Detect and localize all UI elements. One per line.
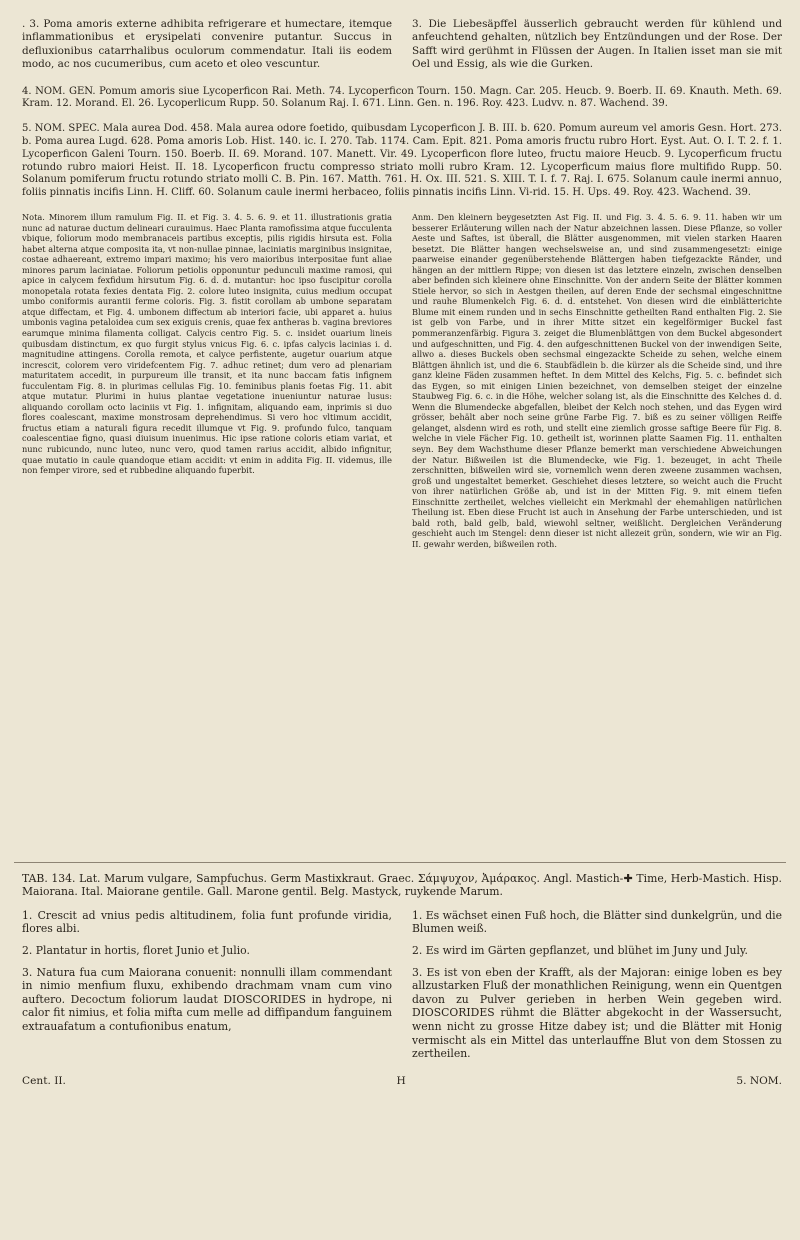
section-4-nom-gen: 4. NOM. GEN. Pomum amoris siue Lycoperficon Rai. Meth. 74. Lycoperficon Tourn. 150. Magn. Car. 205. Heucb. 9. Boerb. II. 69. Knauth. Meth. 69. Kram. 12. Morand. El. 26. Lycoperlicum Rupp. 50. Solanum Raj. I. 671. Linn. Gen. n. 196. Roy. 423. Ludvv. n. 87. Wachend. 39. [22,85,782,110]
section-5-nom-spec: 5. NOM. SPEC. Mala aurea Dod. 458. Mala aurea odore foetido, quibusdam Lycoperficon J. B. III. b. 620. Pomum aureum vel amoris Gesn. Hort. 273. b. Poma aurea Lugd. 628. Poma amoris Lob. Hist. 140. ic. I. 270. Tab. 1174. Cam. Epit. 821. Poma amoris fructu rubro Hort. Eyst. Aut. O. I. T. 2. f. 1. Lycoperficon Galeni Tourn. 150. Boerb. II. 69. Morand. 107. Manett. Vir. 49. Lycoperficon flore luteo, fructu maiore Heucb. 9. Lycoperficum fructu rotundo rubro maiori Heist. II. 18. Lycoperficon fructu compresso striato molli rubro Kram. 12. Lycoperficum maius flore multifido Rupp. 50. Solanum pomiferum fructu rotundo striato molli C. B. Pin. 167. Matth. 761. H. Ox. III. 521. S. XIII. T. I. f. 7. Raj. I. 675. Solanum caule inermi annuo, foliis pinnatis incifis Linn. H. Cliff. 60. Solanum caule inermi herbaceo, foliis pinnatis incifis Linn. Vi-rid. 15. H. Ups. 49. Roy. 423. Wachend. 39. [22,123,782,199]
notes-german: Anm. Den kleinern beygesetzten Ast Fig. II. und Fig. 3. 4. 5. 6. 9. 11. haben wir um besserer Erläuterung willen nach der Natur abzeichnen lassen. Diese Pflanze, so voller Aeste und Saftes, ist überall, die Blätter ausgenommen, mit vielen starken Haaren besetzt. Die Blätter hangen wechselsweise an, und sind zusammengesetzt: einige paarweise einander gegenüberstehende Blättergen haben tiefgezackte Ränder, und hängen an der mittlern Rippe; von diesen ist das letztere einzeln, zwischen denselben aber befinden sich kleinere ohne Einschnitte. Von der andern Seite der Blätter kommen Stiele hervor, so sich in Aestgen theilen, auf deren Ende der sechsmal eingeschnittne und rauhe Blumenkelch Fig. 6. d. d. entstehet. Von diesen wird die einblätterichte Blume mit einem runden und in sechs Einschnitte getheilten Rand enthalten Fig. 2. Sie ist gelb von Farbe, und in ihrer Mitte sitzet ein kegelförmiger Buckel fast pommeranzenfärbig. Figura 3. zeiget die Blumenblättgen von dem Buckel abgesondert und aufgeschnitten, und Fig. 4. den aufgeschnittenen Buckel von der inwendigen Seite, allwo a. dieses Buckels oben sechsmal eingezackte Scheide zu sehen, welche einem Blättgen ähnlich ist, und die 6. Staubfädlein b. die kürzer als die Scheide sind, und ihre ganz kleine Fäden zusammen heftet. In dem Mittel des Kelchs, Fig. 5. c. befindet sich das Eygen, so mit einigen Linien bezeichnet, von demselben steiget der einzelne Staubweg Fig. 6. c. in die Höhe, welcher solang ist, als die Einschnitte des Kelches d. d. Wenn die Blumendecke abgefallen, bleibet der Kelch noch stehen, und das Eygen wird grösser, behält aber noch seine grüne Farbe Fig. 7. biß es zu seiner völligen Reiffe gelanget, alsdenn wird es roth, und stellt eine ziemlich grosse saftige Beere für Fig. 8. welche in viele Fächer Fig. 10. getheilt ist, worinnen platte Saamen Fig. 11. enthalten seyn. Bey dem Wachsthume dieser Pflanze bemerkt man verschiedene Abweichungen der Natur. Bißweilen ist die Blumendecke, wie Fig. 1. bezeuget, in acht Theile zerschnitten, bißweilen wird sie, vornemlich wenn deren zweene zusammen wachsen, groß und ungestaltet bemerket. Geschiehet dieses letztere, so weicht auch die Frucht von ihrer natürlichen Größe ab, und ist in der Mitten Fig. 9. mit einem tiefen Einschnitte zertheilet, welches vielleicht ein Merkmahl der ehemahligen natürlichen Theilung ist. Eben diese Frucht ist auch in Ansehung der Farbe unterschieden, und ist bald roth, bald gelb, bald, wiewohl seltner, weißlicht. Dergleichen Veränderung geschieht auch im Stengel: denn dieser ist nicht allezeit grün, sondern, wie wir an Fig. II. gewahr werden, bißweilen roth. [412,212,782,549]
german-item-2: 2. Es wird im Gärten gepflanzet, und blühet im Juny und July. [412,944,748,957]
signature-mark: H [396,1074,406,1087]
tab-134-items [22,909,782,1069]
book-page [22,18,782,550]
page-footer [22,1075,782,1087]
latin-item-1: 1. Crescit ad vnius pedis altitudinem, folia funt profunde viridia, flores albi. [22,908,392,936]
tab-134 [22,872,782,1087]
notes [22,212,782,550]
section-3 [22,18,782,72]
notes-latin: Nota. Minorem illum ramulum Fig. II. et Fig. 3. 4. 5. 6. 9. et 11. illustrationis gratia nunc ad naturae ductum delineari curauimus. Haec Planta ramofissima atque fucculenta vbique, foliorum modo membranaceis partibus exceptis, pilis rigidis hirsuta est. Folia habet alterna atque composita ita, vt non-nullae pinnae, laciniatis marginibus insignitae, costae adhaereant, extremo impari maximo; his vero maioribus interpositae funt aliae minores parum laciniatae. Foliorum petiolis opponuntur pedunculi maxime ramosi, qui apice in calycem fexfidum hirsutum Fig. 6. d. d. mutantur: hoc ipso fuscipitur corolla monopetala rotata fexies dentata Fig. 2. colore luteo insignita, cuius medium occupat umbo coniformis aurantii ferme coloris. Fig. 3. fistit corollam ab umbone separatam atque diffectam, et Fig. 4. umbonem diffectum ab interiori facie, ubi apparet a. huius umbonis vagina petaloidea cum sex exiguis crenis, quae fex antheras b. vagina breviores earumque minima filamenta colligat. Calycis centro Fig. 5. c. insidet ouarium lineis quibusdam distinctum, ex quo furgit stylus vnicus Fig. 6. c. ipfas calycis lacinias i. d. magnitudine attingens. Corolla remota, et calyce perfistente, augetur ouarium atque increscit, colorem vero viridefcentem Fig. 7. adhuc retinet; dum vero ad plenariam maturitatem accedit, in purpureum ille transit, et ita nunc baccam fatis infignem fucculentam Fig. 8. in plurimas cellulas Fig. 10. feminibus planis foetas Fig. 11. abit atque mutatur. Plurimi in huius plantae vegetatione inueniuntur naturae lusus: aliquando corollam octo laciniis vt Fig. 1. infignitam, aliquando eam, inprimis si duo flores coalescant, maxime monstrosam deprehendimus. Si vero hoc vltimum accidit, fructus etiam a naturali figura recedit illumque vt Fig. 9. profundo fulco, tanquam coalescentiae figno, quasi diuisum inuenimus. Hic ipse ratione coloris etiam variat, et nunc rubicundo, nunc luteo, nunc vero, quod tamen rarius accidit, albido infignitur, quae mutatio in caule quandoque etiam accidit: vt enim in addita Fig. II. videmus, ille non femper virore, sed et rubbedine aliquando fuperbit. [22,212,392,476]
latin-item-3: 3. Natura fua cum Maiorana conuenit: nonnulli illam commendant in nimio menfium fluxu, exhibendo drachmam vnam cum vino auftero. Decoctum foliorum laudat DIOSCORIDES in hydrope, ni calor fit nimius, et folia mifta cum melle ad diffipandum fanguinem extrauafatum a contufionibus enatum, [22,965,392,1033]
section-3-german: 3. Die Liebesäpffel äusserlich gebraucht werden für kühlend und anfeuchtend gehalten, nützlich bey Entzündungen und der Rose. Der Safft wird gerühmt in Flüssen der Augen. In Italien isset man sie mit Oel und Essig, als wie die Gurken. [412,18,782,71]
catchword-left: Cent. II. [22,1074,66,1087]
latin-item-2: 2. Plantatur in hortis, floret Junio et Julio. [22,944,250,957]
tab-134-heading: TAB. 134. Lat. Marum vulgare, Sampfuchus. Germ Mastixkraut. Graec. Σάμψυχον, Ἀμάρακος. Angl. Mastich-✚ Time, Herb-Mastich. Hisp. Maiorana. Ital. Maiorane gentile. Gall. Marone gentil. Belg. Mastyck, ruykende Marum. [22,872,782,899]
german-item-1: 1. Es wächset einen Fuß hoch, die Blätter sind dunkelgrün, und die Blumen weiß. [412,908,782,936]
catchword-right: 5. NOM. [736,1074,782,1087]
german-item-3: 3. Es ist von eben der Krafft, als der Majoran: einige loben es bey allzustarken Fluß der monathlichen Reinigung, wenn ein Quentgen davon zu Pulver gerieben in herben Wein gegeben wird. DIOSCORIDES rühmt die Blätter abgekocht in der Wassersucht, wenn nicht zu grosse Hitze dabey ist; und die Blätter mit Honig vermischt als ein Mittel das unterlauffne Blut von dem Stossen zu zertheilen. [412,965,782,1061]
divider [14,862,786,863]
section-3-latin: . 3. Poma amoris externe adhibita refrigerare et humectare, itemque inflammationibus et erysipelati convenire putantur. Succus in defluxionibus catarrhalibus oculorum commendatur. Itali iis eodem modo, ac nos cucumeribus, cum aceto et oleo vescuntur. [22,18,392,71]
